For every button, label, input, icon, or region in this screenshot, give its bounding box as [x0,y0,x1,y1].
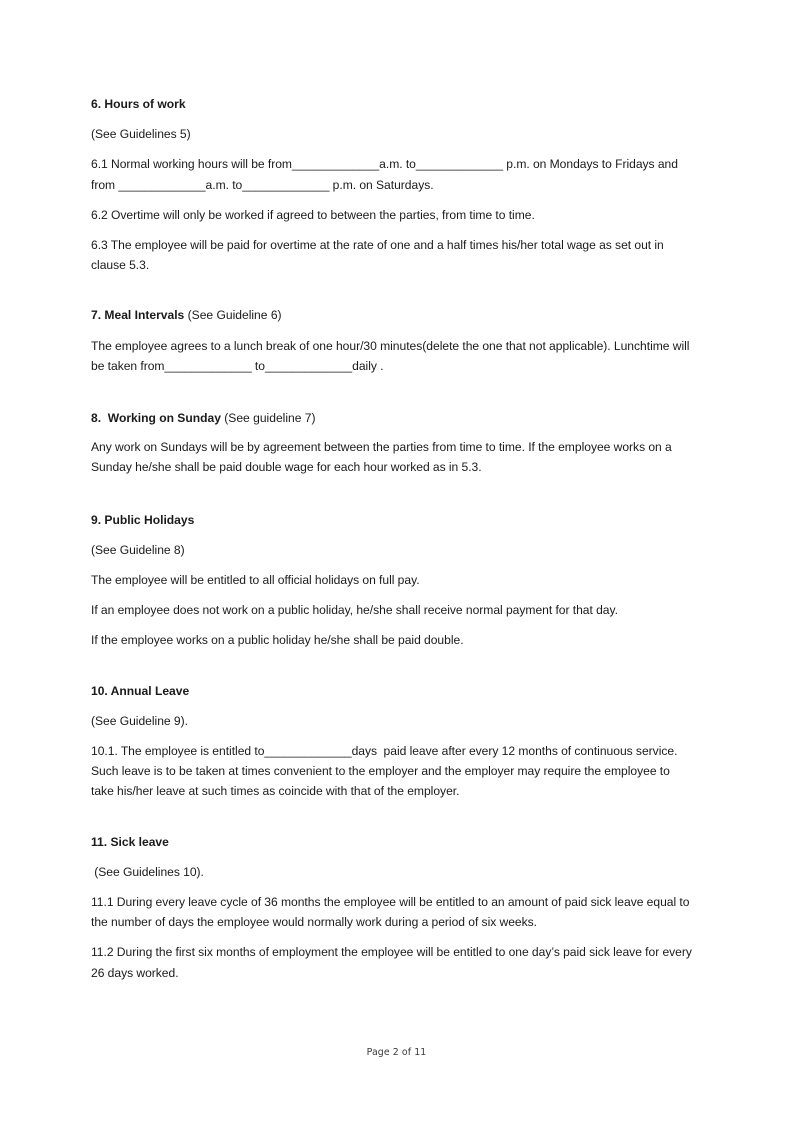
clause-6-2: 6.2 Overtime will only be worked if agreed to between the parties, from time to time. [91,207,535,222]
document-body [91,94,695,983]
section-heading-sick-leave: 11. Sick leave [91,834,169,849]
spacer [91,852,695,862]
spacer [91,478,695,510]
hours-of-work-guideline-note: (See Guidelines 5) [91,127,191,142]
page-footer [0,1046,793,1059]
spacer [91,590,695,600]
section-heading-working-on-sunday-note: (See guideline 7) [220,411,316,426]
page-number-label: Page 2 of 11 [366,1047,427,1058]
spacer [91,932,695,942]
clause-11-2: 11.2 During the first six months of employment the employee will be entitled to one day’s paid sick leave for every 26 days worked. [91,945,692,980]
section-heading-public-holidays: 9. Public Holidays [91,512,195,527]
clause-6-3: 6.3 The employee will be paid for overtime at the rate of one and a half times his/her total wage as set out in clause 5.3. [91,238,664,273]
spacer [91,560,695,570]
spacer [91,802,695,832]
clause-6-1: 6.1 Normal working hours will be from_____________a.m. to_____________ p.m. on Mondays to Fridays and from _____________a.m. to_____________ p.m. on Saturdays. [91,157,682,192]
clause-10-1: 10.1. The employee is entitled to_____________days paid leave after every 12 months of continuous service. Such leave is to be taken at times convenient to the employer and the employer may require the employee to take his/her leave at such times as coincide with that of the employer. [91,744,681,799]
sick-leave-guideline-note: (See Guidelines 10). [91,864,204,879]
clause-11-1: 11.1 During every leave cycle of 36 months the employee will be entitled to an amount of paid sick leave equal to the number of days the employee would normally work during a period of six weeks. [91,895,690,930]
spacer [91,882,695,892]
spacer [91,326,695,336]
spacer [91,275,695,305]
spacer [91,195,695,205]
spacer [91,376,695,408]
section-heading-meal-intervals-note: (See Guideline 6) [184,308,282,323]
section-heading-hours-of-work: 6. Hours of work [91,97,186,111]
section-heading-working-on-sunday-bold: 8. Working on Sunday [91,411,221,426]
annual-leave-guideline-note: (See Guideline 9). [91,713,188,728]
section-heading-meal-intervals [91,305,695,325]
public-holidays-paragraph-2: If an employee does not work on a public holiday, he/she shall receive normal payment for that day. [91,603,618,618]
spacer [91,144,695,154]
spacer [91,731,695,741]
public-holidays-paragraph-1: The employee will be entitled to all official holidays on full pay. [91,573,420,588]
section-heading-annual-leave: 10. Annual Leave [91,683,190,698]
public-holidays-paragraph-3: If the employee works on a public holiday he/she shall be paid double. [91,633,464,648]
spacer [91,530,695,540]
section-heading-meal-intervals-bold: 7. Meal Intervals [91,308,185,323]
meal-intervals-paragraph: The employee agrees to a lunch break of one hour/30 minutes(delete the one that not applicable). Lunchtime will be taken from_____________ to_____________daily . [91,338,693,373]
spacer [91,428,695,437]
spacer [91,701,695,711]
public-holidays-guideline-note: (See Guideline 8) [91,542,185,557]
spacer [91,225,695,235]
working-on-sunday-paragraph: Any work on Sundays will be by agreement between the parties from time to time. If the employee works on a Sunday he/she shall be paid double wage for each hour worked as in 5.3. [91,440,672,475]
spacer [91,114,695,124]
spacer [91,620,695,630]
section-heading-working-on-sunday [91,408,695,428]
spacer [91,651,695,681]
